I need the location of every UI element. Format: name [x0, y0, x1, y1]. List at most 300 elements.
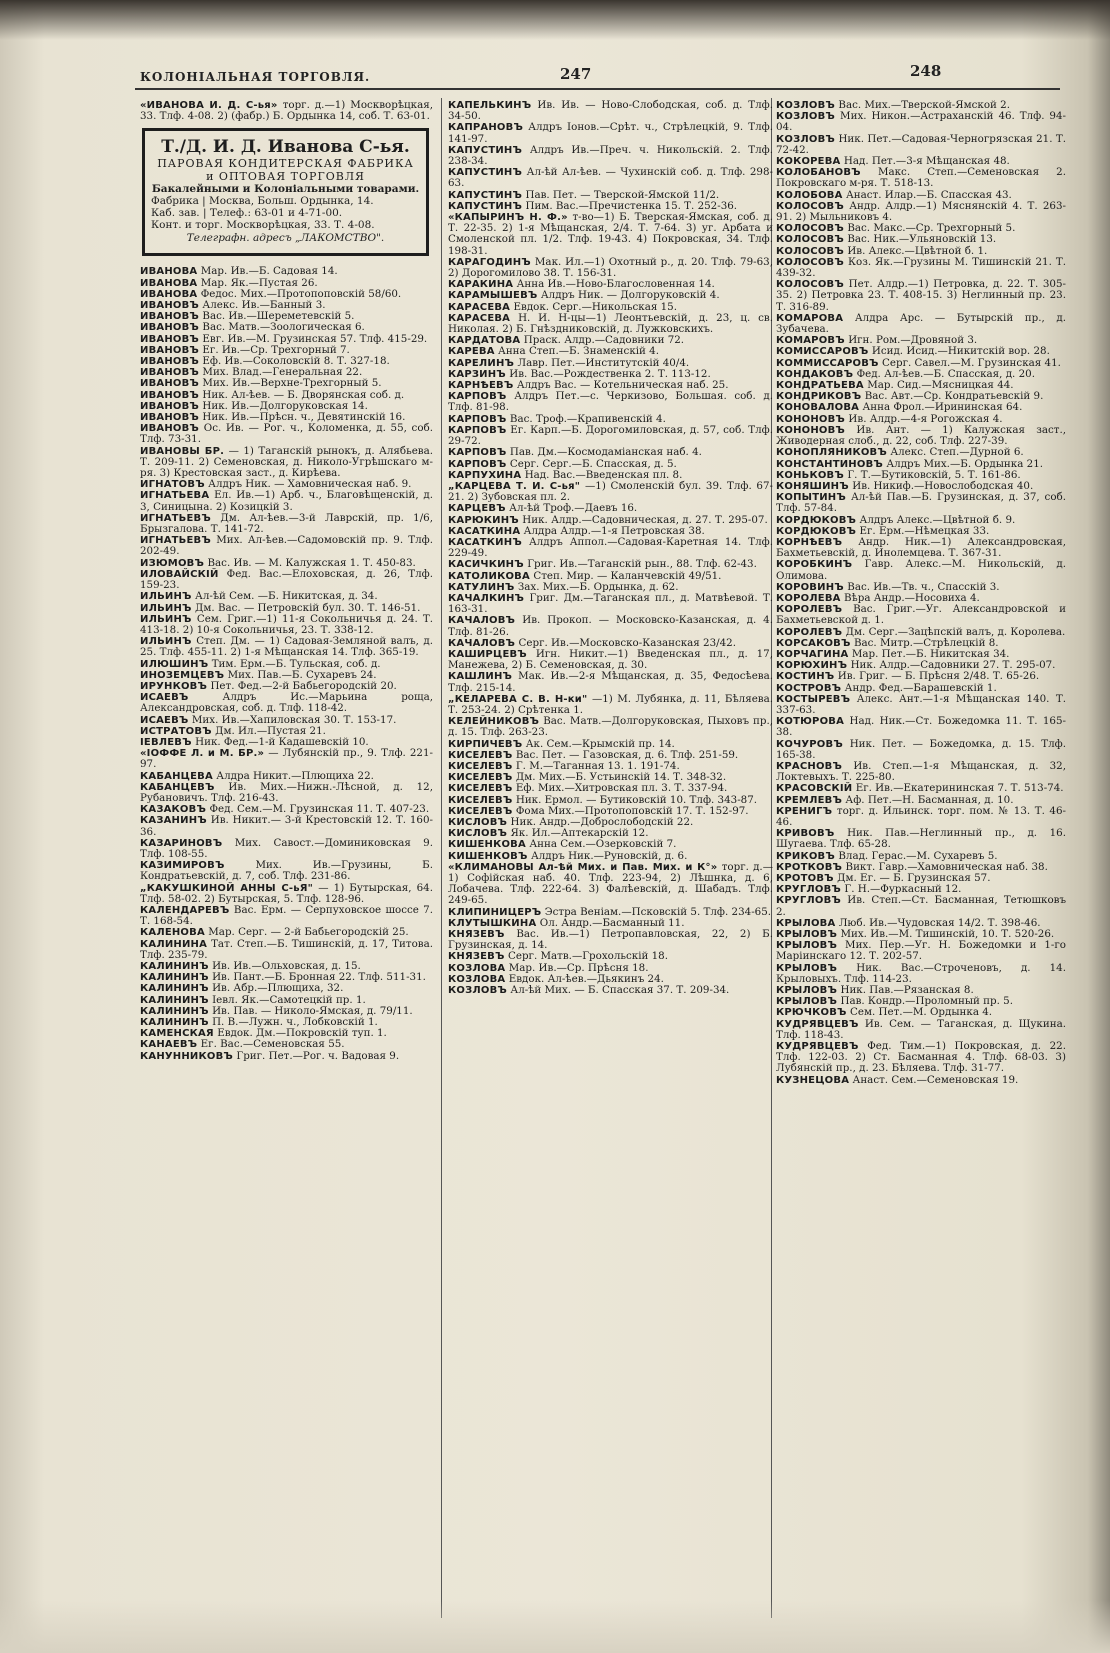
entry-name: КОЛОСОВЪ: [776, 223, 844, 235]
entry-name: КИСЕЛЕВЪ: [448, 749, 513, 761]
entry-detail: Еф. Мих.—Хитровская пл. 3. Т. 337-94.: [515, 782, 728, 795]
entry-name: КУЗНЕЦОВА: [776, 1074, 850, 1086]
advertisement-box: [142, 128, 429, 256]
entry-name: КОНОНОВЪ: [776, 413, 846, 425]
entry-name: КРУГЛОВЪ: [776, 895, 842, 907]
entry-detail: Мар. Сид.—Мясницкая 44.: [867, 379, 1014, 392]
directory-entry: [776, 940, 1066, 962]
entry-name: КАРАСЕВА: [448, 312, 511, 324]
entry-name: КАЛИНИНЪ: [140, 1017, 209, 1029]
entry-name: КАПУСТИНЪ: [448, 167, 523, 179]
entry-detail: Григ. Пет.—Рог. ч. Вадовая 9.: [236, 1049, 400, 1062]
entry-name: ИВАНОВЪ: [140, 412, 200, 424]
entry-detail: Ег. Ерм.—Нѣмецкая 33.: [859, 524, 990, 537]
entry-name: КАРЗИНЪ: [448, 368, 506, 380]
entry-name: ИВАНОВЪ: [140, 400, 200, 412]
entry-name: ИРУНКОВЪ: [140, 680, 208, 692]
directory-entry: [448, 537, 773, 559]
entry-name: ИВАНОВЪ: [140, 423, 200, 435]
entry-name: ИВАНОВЪ: [140, 322, 200, 334]
entry-name: КОЗЛОВА: [448, 973, 506, 985]
entry-name: КОНЬКОВЪ: [776, 469, 844, 481]
directory-entry: [140, 614, 433, 636]
entry-detail: Ив. Алдр.—4-я Рогожская 4.: [848, 412, 1003, 425]
page-header: [0, 62, 1110, 88]
directory-entry: [448, 481, 773, 503]
ad-line: Телеграфн. адресъ „ЛАКОМСТВО".: [186, 232, 385, 245]
entry-detail: Мар. Серг. — 2-й Бабьегородскій 25.: [208, 926, 409, 939]
entry-name: КАРПОВЪ: [448, 391, 507, 403]
entry-detail: Ник. Пав.—Неглинный пр., д. 16. Шугаева. Тлф. 65-28.: [776, 827, 1066, 851]
directory-entry: [776, 963, 1066, 985]
entry-name: КАЛИНИНЪ: [140, 983, 209, 995]
entry-name: ИВАНОВЫ БР.: [140, 445, 225, 457]
page-top-shadow: [0, 0, 1110, 40]
entry-name: КАЧАЛКИНЪ: [448, 592, 525, 604]
entry-name: КИШЕНКОВА: [448, 839, 526, 851]
entry-name: КАПРАНОВЪ: [448, 122, 524, 134]
entry-detail: Евг. Ив.—М. Грузинская 57. Тлф. 415-29.: [202, 332, 428, 345]
entry-detail: Мих. Ив.—М. Тишинскій, 10. Т. 520-26.: [840, 928, 1055, 941]
entry-name: ИЛЬИНЪ: [140, 613, 192, 625]
entry-detail: П. В.—Лужн. ч., Лобковскій 1.: [212, 1016, 378, 1029]
entry-name: КИСЛОВЪ: [448, 828, 508, 840]
directory-entry: [776, 425, 1066, 447]
entry-detail: Анаст. Илар.—Б. Спасская 43.: [845, 188, 1012, 201]
entry-detail: Мих. Ив.—Хапиловская 30. Т. 153-17.: [191, 713, 397, 726]
entry-detail: Праск. Алдр.—Садовники 72.: [523, 334, 685, 347]
entry-detail: Ос. Ив. — Рог. ч., Коломенка, д. 55, соб. Тлф. 73-31.: [140, 422, 433, 446]
entry-detail: Ник. Пав.—Рязанская 8.: [840, 984, 974, 997]
entry-name: КУДРЯВЦЕВЪ: [776, 1041, 859, 1053]
directory-entry: [776, 604, 1066, 626]
entry-detail: —1) Смоленскій бул. 39. Тлф. 67-21. 2) Зубовская пл. 2.: [448, 479, 773, 504]
entry-detail: Алдръ Алекс.—Цвѣтной б. 9.: [859, 513, 1016, 526]
entry-name: КОПЫТИНЪ: [776, 492, 846, 504]
entry-detail: Серг. Ив.—Московско-Казанская 23/42.: [518, 636, 737, 649]
entry-name: КОЛОСОВЪ: [776, 200, 844, 212]
entry-name: КРЫЛОВЪ: [776, 929, 838, 941]
directory-entry: [776, 559, 1066, 581]
entry-name: КАРДАТОВА: [448, 335, 521, 347]
entry-detail: Алекс. Ант.—1-я Мѣщанская 140. Т. 337-63.: [776, 692, 1066, 716]
entry-detail: Мак. Ив.—2-я Мѣщанская, д. 35, Федосѣева. Тлф. 215-14.: [448, 670, 774, 694]
entry-detail: — 1) Таганскій рынокъ, д. Алябьева. Т. 209-11. 2) Семеновская, д. Николо-Угрѣшскаго м-ря. 3) Крестовская заст., д. Кирѣева.: [140, 444, 433, 480]
entry-detail: Пим. Вас.—Пречистенка 15. Т. 252-36.: [525, 199, 738, 212]
directory-entry: [448, 425, 773, 447]
entry-detail: Мар. Пет.—Б. Никитская 34.: [851, 647, 1010, 660]
column-1-entries: [140, 266, 433, 1061]
entry-name: КИСЕЛЕВЪ: [448, 794, 513, 806]
directory-entry: [448, 122, 773, 144]
entry-name: КАРАМЫШЕВЪ: [448, 290, 538, 302]
entry-detail: Ал-ѣй Мих. — Б. Спасская 37. Т. 209-34.: [510, 984, 730, 997]
entry-name: КАНАЕВЪ: [140, 1039, 198, 1051]
column-divider: [441, 98, 442, 1618]
page-number-left: 247: [560, 65, 592, 83]
entry-name: ИСАЕВЪ: [140, 714, 189, 726]
entry-detail: Евдок. Серг.—Никольская 15.: [513, 300, 677, 313]
entry-detail: Мар. Як.—Пустая 26.: [200, 276, 318, 289]
entry-detail: Ник. Ив.—Прѣсн. ч., Девятинскій 16.: [202, 411, 406, 424]
entry-detail: Ив. Пав. — Николо-Ямская, д. 79/11.: [212, 1004, 413, 1017]
directory-entry: [776, 134, 1066, 156]
entry-detail: Мих. Савост.—Доминиковская 9. Тлф. 108-55.: [140, 836, 434, 860]
entry-detail: Вас. Матв.—Долгоруковская, Пыховъ пр., д. 15. Тлф. 263-23.: [448, 715, 773, 739]
entry-name: КАРПОВЪ: [448, 413, 507, 425]
entry-name: КОКОРЕВА: [776, 156, 841, 168]
entry-name: „КАРЦЕВА Т. И. С-ья": [448, 480, 581, 492]
column-1: [140, 100, 433, 1062]
entry-detail: Вас. Митр.—Стрѣлецкій 8.: [853, 636, 999, 649]
ad-line: Фабрика | Москва, Больш. Ордынка, 14.: [151, 195, 374, 208]
entry-detail: Вас. Ив.—Шереметевскій 5.: [202, 310, 355, 323]
entry-name: ИВАНОВЪ: [140, 356, 200, 368]
entry-name: КАШИРЦЕВЪ: [448, 648, 527, 660]
entry-name: КАНУННИКОВЪ: [140, 1050, 233, 1062]
directory-entry: [140, 636, 433, 658]
entry-detail: Ел. Ив.—1) Арб. ч., Благовѣщенскій, д. 3, Синицына. 2) Козицкій 3.: [140, 489, 434, 513]
column-3-entries: [776, 100, 1066, 1086]
directory-entry: [140, 513, 433, 535]
page-bottom-shadow: [0, 1600, 1110, 1653]
directory-entry: [776, 537, 1066, 559]
entry-detail: Мих. Ал-ѣев.—Садомовскій пр. 9. Тлф. 202-49.: [140, 534, 433, 558]
entry-detail: Андр. Ник.—1) Александровская, Бахметьевскій, д. Инолемцева. Т. 367-31.: [776, 535, 1066, 560]
entry-name: КАСАТКИНА: [448, 525, 521, 537]
directory-entry: [448, 615, 773, 637]
entry-detail: Ив. Ив.—Ольховская, д. 15.: [212, 960, 361, 972]
entry-name: КАРПУХИНА: [448, 469, 522, 481]
entry-detail: Мак. Ил.—1) Охотный р., д. 20. Тлф. 79-63, 2) Дорогомилово 38. Т. 156-31.: [448, 255, 773, 280]
directory-entry: [140, 815, 433, 837]
entry-detail: Ив. Никит.— 3-й Крестовскій 12. Т. 160-36.: [140, 814, 433, 838]
entry-detail: Ник. Вас.—Строченовъ, д. 14. Крыловыхъ. Тлф. 114-23.: [776, 961, 1066, 985]
entry-detail: Алдра Никит.—Плющиха 22.: [216, 769, 374, 782]
entry-detail: Дм. Ег. — Б. Грузинская 57.: [837, 872, 991, 885]
directory-entry: [448, 985, 773, 996]
entry-name: КАЛИНИНЪ: [140, 1005, 209, 1017]
entry-name: КАРНѢЕВЪ: [448, 380, 514, 392]
entry-name: ИСТРАТОВЪ: [140, 725, 212, 737]
entry-name: КАЗАНИНЪ: [140, 815, 207, 827]
directory-entry: [776, 257, 1066, 279]
entry-detail: Анна Сем.—Озерковскій 7.: [529, 838, 677, 851]
entry-name: КОРДЮКОВЪ: [776, 525, 857, 537]
directory-entry: [776, 279, 1066, 313]
entry-detail: Ник. Андр.—Доброслободскій 22.: [510, 816, 694, 828]
entry-name: КАТОЛИКОВА: [448, 570, 530, 582]
entry-detail: Григ. Ив.—Таганскій рын., 88. Тлф. 62-43.: [527, 558, 757, 571]
ad-line: Бакалейными и Колоніальными товарами.: [151, 183, 420, 196]
ad-title: Т./Д. И. Д. Иванова С-ья.: [161, 137, 410, 158]
entry-name: КРЫЛОВЪ: [776, 985, 838, 997]
entry-name: КОНДРАТЬЕВА: [776, 380, 864, 392]
entry-detail: Серг. Серг.—Б. Спасская, д. 5.: [509, 457, 677, 470]
entry-detail: Вас. Ив. — М. Калужская 1. Т. 450-83.: [207, 556, 416, 569]
entry-detail: Пав. Кондр.—Проломный пр. 5.: [840, 995, 1014, 1008]
entry-detail: — Лубянскій пр., 9. Тлф. 221-97.: [140, 747, 433, 771]
directory-entry: [776, 828, 1066, 850]
directory-entry: [140, 423, 433, 445]
entry-detail: Вас. Троф.—Крапивенскій 4.: [509, 412, 666, 425]
entry-name: КАСИЧКИНЪ: [448, 559, 524, 571]
entry-name: КАЛИНИНЪ: [140, 972, 209, 984]
entry-detail: Алдръ Вас. — Котельническая наб. 25.: [516, 379, 729, 392]
entry-detail: Ник. Ал-ѣев. — Б. Дворянская соб. д.: [202, 388, 405, 401]
entry-name: ИГНАТОВЪ: [140, 479, 205, 491]
entry-detail: Игн. Ром.—Дровяной 3.: [848, 334, 978, 347]
entry-name: КАЛЕНДАРЕВЪ: [140, 904, 230, 916]
entry-name: КОНОПЛЯНИКОВЪ: [776, 447, 887, 459]
entry-detail: Мар. Ив.—Б. Садовая 14.: [200, 265, 338, 278]
directory-entry: [776, 492, 1066, 514]
entry-name: ИВАНОВЪ: [140, 378, 200, 390]
ad-line: Конт. и торг. Москворѣцкая, 33. Т. 4-08.: [151, 219, 375, 232]
entry-detail: Серг. Матв.—Грохольскій 18.: [507, 950, 669, 963]
ad-line: и ОПТОВАЯ ТОРГОВЛЯ: [206, 170, 365, 184]
entry-name: КРЕНИГЪ: [776, 805, 833, 817]
entry-detail: Ив. Алекс.—Цвѣтной б. 1.: [847, 244, 988, 257]
entry-detail: Алдръ Ник. — Хамовническая наб. 9.: [208, 478, 412, 491]
entry-detail: Над. Ник.—Ст. Божедомка 11. Т. 165-38.: [776, 715, 1066, 739]
entry-detail: Алдра Алдр.—1-я Петровская 38.: [523, 524, 705, 537]
entry-detail: Анна Степ.—Б. Знаменскій 4.: [498, 345, 660, 358]
entry-name: ИНОЗЕМЦЕВЪ: [140, 669, 225, 681]
ad-line: Каб. зав. | Телеф.: 63-01 и 4-71-00.: [151, 207, 343, 220]
entry-detail: Ал-ѣй Сем. —Б. Никитская, д. 34.: [195, 590, 378, 603]
entry-name: КИСЕЛЕВЪ: [448, 760, 513, 772]
entry-detail: Ал-ѣй Троф.—Даевъ 16.: [509, 502, 638, 515]
entry-name: ИВАНОВЪ: [140, 344, 200, 356]
entry-name: ИГНАТЬЕВЪ: [140, 512, 211, 524]
entry-name: КАРАКИНА: [448, 279, 514, 291]
entry-detail: Зах. Мих.—Б. Ордынка, д. 62.: [517, 580, 679, 593]
entry-name: КОСТЫРЕВЪ: [776, 693, 851, 705]
entry-detail: Люб. Ив.—Чудовская 14/2. Т. 398-46.: [838, 916, 1041, 929]
entry-detail: Влад. Герас.—М. Сухаревъ 5.: [838, 849, 998, 862]
entry-detail: Федос. Мих.—Протопоповскій 58/60.: [200, 287, 402, 300]
entry-name: КРЫЛОВЪ: [776, 962, 838, 974]
column-2: [448, 100, 773, 996]
entry-name: КУДРЯВЦЕВЪ: [776, 1018, 859, 1030]
entry-detail: Эстра Веніам.—Псковскій 5. Тлф. 234-65.: [544, 905, 772, 918]
entry-name: КОНДАКОВЪ: [776, 368, 854, 380]
entry-name: КАСАТКИНЪ: [448, 536, 522, 548]
entry-detail: Вас. Макс.—Ср. Трехгорный 5.: [847, 222, 1016, 235]
entry-name: КОСТИНЪ: [776, 671, 835, 683]
entry-name: КАЗИМИРОВЪ: [140, 860, 225, 872]
entry-detail: Мих. Ив.—Верхне-Трехгорный 5.: [202, 377, 382, 390]
entry-name: КОТЮРОВА: [776, 716, 845, 728]
directory-entry: [140, 100, 433, 122]
entry-name: „КЕЛАРЕВА С. В. Н-ки": [448, 693, 588, 705]
entry-name: КАРЮКИНЪ: [448, 514, 519, 526]
entry-name: «ІОФФЕ Л. и М. БР.»: [140, 748, 265, 760]
entry-detail: Ник. Алдр.—Садовники 27. Т. 295-07.: [850, 659, 1056, 672]
entry-name: КОРОЛЕВЪ: [776, 626, 843, 638]
entry-detail: Вас. Авт.—Ср. Кондратьевскій 9.: [864, 390, 1044, 403]
entry-name: КРЫЛОВЪ: [776, 940, 838, 952]
entry-detail: Ив. Сем. — Таганская, д. Щукина. Тлф. 118-43.: [776, 1017, 1066, 1041]
entry-name: КОРОЛЕВЪ: [776, 604, 843, 616]
directory-entry: [140, 446, 433, 480]
entry-name: ИЛЬИНЪ: [140, 636, 192, 648]
entry-detail: Алдръ Ив.—Преч. ч. Никольскій. 2. Тлф. 238-34.: [448, 143, 773, 168]
entry-detail: Ив. Степ.—Ст. Басманная, Тетюшковъ 2.: [776, 894, 1066, 918]
entry-detail: Григ. Дм.—Таганская пл., д. Матвѣевой. Т. 163-31.: [448, 591, 773, 616]
entry-name: КАЛИНИНЪ: [140, 994, 209, 1006]
entry-name: ИВАНОВЪ: [140, 311, 200, 323]
entry-name: КОСТРОВЪ: [776, 682, 842, 694]
entry-name: КНЯЗЕВЪ: [448, 951, 505, 963]
entry-detail: Вѣра Андр.—Носовиха 4.: [843, 591, 980, 604]
entry-detail: Мих. Пер.—Уг. Н. Божедомки и 1-го Маріинскаго 12. Т. 202-57.: [776, 939, 1066, 963]
entry-detail: Анна Ив.—Ново-Благословенная 14.: [516, 278, 715, 291]
entry-detail: Евдок. Дм.—Покровскій туп. 1.: [217, 1027, 387, 1040]
entry-name: КРИКОВЪ: [776, 850, 835, 862]
directory-entry: [448, 671, 773, 693]
entry-name: ИВАНОВЪ: [140, 389, 200, 401]
entry-detail: Алдръ Ник. — Долгоруковскій 4.: [540, 289, 720, 302]
entry-name: КОРДЮКОВЪ: [776, 514, 857, 526]
directory-entry: [448, 929, 773, 951]
entry-detail: Ак. Сем.—Крымскій пр. 14.: [525, 737, 675, 750]
entry-name: КОНСТАНТИНОВЪ: [776, 458, 883, 470]
directory-entry: [140, 1051, 433, 1062]
column-1-top-entries: [140, 100, 433, 122]
entry-name: КОЧУРОВЪ: [776, 738, 843, 750]
entry-name: КОРЮХИНЪ: [776, 660, 848, 672]
directory-entry: [776, 761, 1066, 783]
entry-detail: Коз. Як.—Грузины М. Тишинскій 21. Т. 439-32.: [776, 255, 1066, 280]
directory-entry: [448, 716, 773, 738]
entry-name: КОЗЛОВА: [448, 962, 506, 974]
directory-entry: [448, 257, 773, 279]
entry-name: КРЫЛОВА: [776, 917, 836, 929]
entry-detail: Исид. Исид.—Никитскій вор. 28.: [871, 345, 1050, 358]
directory-entry: [140, 748, 433, 770]
entry-name: КАПЕЛЬКИНЪ: [448, 100, 532, 111]
entry-detail: Дм. Вас. — Петровскій бул. 30. Т. 146-51.: [195, 601, 421, 614]
entry-detail: Мар. Ив.—Ср. Прѣсня 18.: [508, 961, 649, 974]
directory-entry: [776, 739, 1066, 761]
entry-detail: торг. д.—1) Софійская наб. 40. Тлф. 223-94, 2) Лѣшнка, д. 6, Лобачева. Тлф. 222-64. 3) Фалѣевскій, д. Шабадъ. Тлф. 249-65.: [448, 860, 773, 907]
entry-name: КОЗЛОВЪ: [448, 985, 508, 997]
directory-entry: [776, 167, 1066, 189]
directory-entry: [776, 895, 1066, 917]
entry-name: ИВАНОВЪ: [140, 300, 200, 312]
entry-detail: Макс. Степ.—Семеновская 2. Покровскаго м-ря. Т. 518-13.: [776, 166, 1066, 190]
entry-detail: Фед. Ал-ѣев.—Б. Спасская, д. 20.: [856, 367, 1035, 380]
entry-detail: Вас. Пет. — Газовская, д. 6. Тлф. 251-59.: [515, 748, 739, 761]
entry-name: КОРОВИНЪ: [776, 581, 844, 593]
entry-detail: Ив. Прокоп. — Московско-Казанская, д. 4. Тлф. 81-26.: [448, 614, 773, 638]
entry-name: КОРСАКОВЪ: [776, 637, 851, 649]
entry-name: КАТУЛИНЪ: [448, 581, 515, 593]
entry-detail: Вас. Мих.—Тверской-Ямской 2.: [838, 100, 1010, 111]
entry-detail: Дм. Ал-ѣев.—3-й Лаврскій, пр. 1/6, Брызгалова. Т. 141-72.: [140, 511, 434, 536]
entry-name: КАРПОВЪ: [448, 458, 507, 470]
directory-entry: [140, 782, 433, 804]
directory-entry: [776, 313, 1066, 335]
page-number-right: 248: [910, 62, 942, 80]
entry-detail: Ив. Мих.—Нижн.-Лѣсной, д. 12, Рубановичъ. Тлф. 216-43.: [140, 780, 433, 804]
entry-name: КОНДРИКОВЪ: [776, 391, 862, 403]
entry-name: ИВАНОВА: [140, 266, 198, 278]
directory-entry: [776, 1075, 1066, 1086]
entry-name: КОЛОСОВЪ: [776, 256, 844, 268]
entry-detail: Ол. Андр.—Басманный 11.: [539, 916, 685, 929]
entry-detail: торг. д.—1) Москворѣцкая, 33. Тлф. 4-08. 2) (фабр.) Б. Ордынка 14, соб. Т. 63-01.: [140, 99, 434, 123]
entry-detail: Еф. Ив.—Соколовскій 8. Т. 327-18.: [202, 355, 390, 368]
entry-name: КАЛИНИНА: [140, 938, 208, 950]
entry-detail: Ал-ѣй Ал-ѣев. — Чухинскій соб. д. Тлф. 298-63.: [448, 166, 773, 190]
entry-name: КОЗЛОВЪ: [776, 133, 836, 145]
entry-name: КРАСОВСКІЙ: [776, 783, 853, 795]
entry-detail: Вас. Матв.—Зоологическая 6.: [202, 321, 365, 334]
entry-name: КОЗЛОВЪ: [776, 111, 836, 123]
entry-name: КАРПОВЪ: [448, 447, 507, 459]
entry-name: ИГНАТЬЕВА: [140, 490, 210, 502]
entry-detail: Аф. Пет.—Н. Басманная, д. 10.: [845, 793, 1014, 806]
directory-entry: [140, 535, 433, 557]
entry-detail: Мих. Ив.—Грузины, Б. Кондратьевскій, д. 7, соб. Тлф. 231-86.: [140, 859, 433, 883]
entry-name: КРОТОВЪ: [776, 873, 834, 885]
entry-name: КОММИССАРОВЪ: [776, 357, 879, 369]
entry-detail: Алдръ Пет.—с. Черкизово, Большая. соб. д. Тлф. 81-98.: [448, 390, 773, 414]
entry-detail: Тат. Степ.—Б. Тишинскій, д. 17, Титова. Тлф. 235-79.: [140, 937, 433, 961]
entry-name: КАРАГОДИНЪ: [448, 256, 531, 268]
entry-name: КИСЕЛЕВЪ: [448, 805, 513, 817]
entry-detail: Як. Ил.—Аптекарскій 12.: [510, 827, 649, 840]
entry-detail: Викт. Гавр.—Хамовническая наб. 38.: [845, 860, 1048, 873]
entry-name: КОНОВАЛОВА: [776, 402, 860, 414]
entry-name: КАШЛИНЪ: [448, 671, 513, 683]
entry-name: КОЛОСОВЪ: [776, 245, 844, 257]
entry-name: КРАСНОВЪ: [776, 760, 843, 772]
entry-detail: Н. И. Н-цы—1) Леонтьевскій, д. 23, ц. св. Николая. 2) Б. Гнѣздниковскій, д. Лужковскихъ.: [448, 311, 773, 336]
entry-detail: Евдок. Ал-ѣев.—Дьякинъ 24.: [508, 972, 664, 985]
entry-name: КИРПИЧЕВЪ: [448, 738, 523, 750]
entry-name: ИВАНОВА: [140, 277, 198, 289]
entry-detail: Вас. Ив.—1) Петропавловская, 22, 2) Б. Грузинская, д. 14.: [448, 928, 773, 952]
directory-entry: [448, 694, 773, 716]
entry-name: КЛУТЫШКИНА: [448, 917, 537, 929]
entry-detail: Мих. Никон.—Астраханскій 46. Тлф. 94-04.: [776, 110, 1066, 134]
entry-name: КАЧАЛОВЪ: [448, 615, 516, 627]
entry-name: КАЗАКОВЪ: [140, 804, 207, 816]
directory-entry: [776, 806, 1066, 828]
entry-name: КИСЕЛЕВЪ: [448, 772, 513, 784]
directory-entry: [776, 716, 1066, 738]
entry-name: КАРПОВЪ: [448, 424, 507, 436]
directory-entry: [776, 201, 1066, 223]
entry-name: ИВАНОВЪ: [140, 333, 200, 345]
entry-name: КАЛЕНОВА: [140, 927, 205, 939]
entry-detail: Алдра Арс. — Бутырскій пр., д. Зубачева.: [776, 311, 1066, 336]
entry-name: КАБАНЦЕВА: [140, 770, 213, 782]
entry-name: «КАПЫРИНЪ Н. Ф.»: [448, 212, 568, 224]
entry-detail: Ник. Ермол. — Бутиковскій 10. Тлф. 343-87.: [515, 793, 758, 806]
entry-name: КИШЕНКОВЪ: [448, 850, 528, 862]
entry-name: ИЛЬИНЪ: [140, 591, 192, 603]
directory-entry: [140, 692, 433, 714]
directory-entry: [140, 939, 433, 961]
directory-entry: [448, 212, 773, 257]
entry-detail: Вас. Григ.—Уг. Александровской и Бахметьевской д. 1.: [776, 603, 1066, 627]
entry-detail: Алдръ Мих.—Б. Ордынка 21.: [886, 457, 1044, 470]
